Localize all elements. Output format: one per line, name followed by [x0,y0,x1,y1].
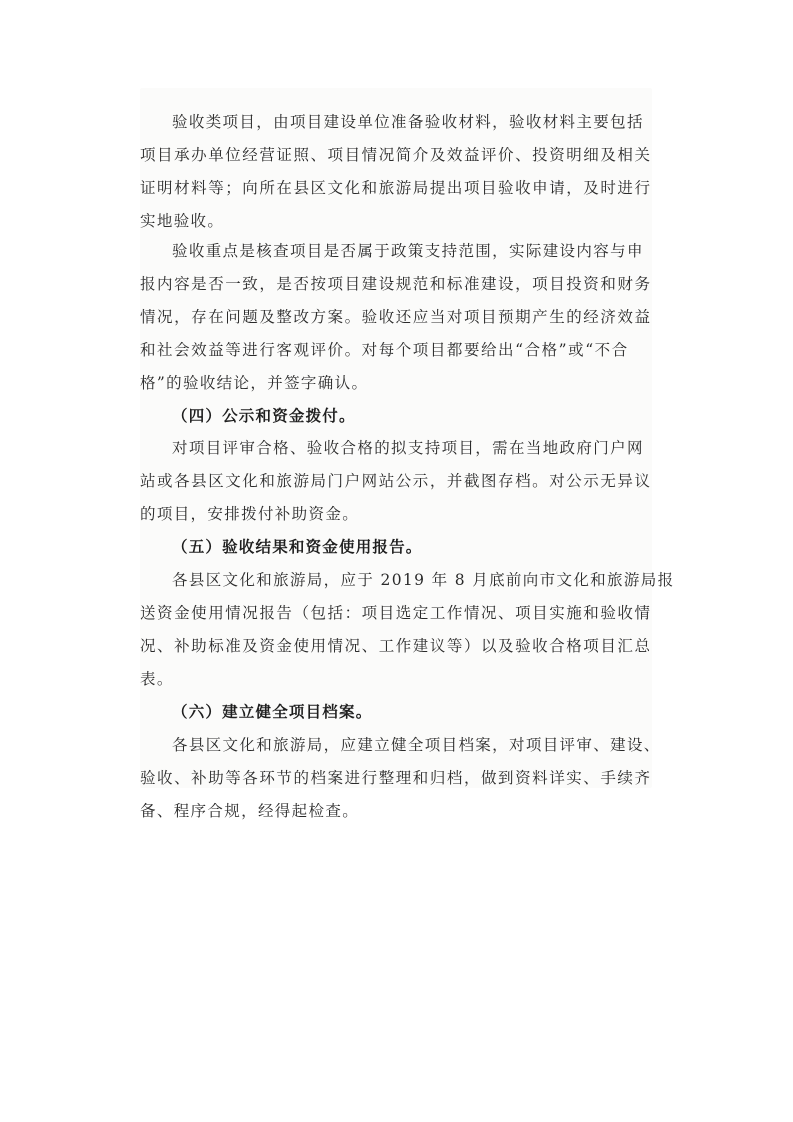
text-line: 各县区文化和旅游局，应建立健全项目档案，对项目评审、建设、 [172,736,661,754]
text-line: 各县区文化和旅游局，应于 2019 年 8 月底前向市文化和旅游局报 [172,571,675,589]
text-line: 表。 [140,670,174,688]
text-line: 备、程序合规，经得起检查。 [140,802,360,820]
text-line: 对项目评审合格、验收合格的拟支持项目，需在当地政府门户网 [172,439,644,457]
text-line: 验收类项目，由项目建设单位准备验收材料，验收材料主要包括 [172,113,644,131]
section-heading: （五）验收结果和资金使用报告。 [172,537,423,556]
text-line: 况、补助标准及资金使用情况、工作建议等）以及验收合格项目汇总 [140,637,652,655]
text-line: 实地验收。 [140,212,225,230]
text-line: 验收、补助等各环节的档案进行整理和归档，做到资料详实、手续齐 [140,769,652,787]
text-line: 和社会效益等进行客观评价。对每个项目都要给出“合格”或“不合 [140,341,629,359]
text-line: 项目承办单位经营证照、项目情况简介及效益评价、投资明细及相关 [140,146,652,164]
text-line: 站或各县区文化和旅游局门户网站公示，并截图存档。对公示无异议 [140,472,652,490]
text-line: 格”的验收结论，并签字确认。 [140,374,369,392]
text-line: 报内容是否一致，是否按项目建设规范和标准建设，项目投资和财务 [140,275,652,293]
text-line: 验收重点是核查项目是否属于政策支持范围，实际建设内容与申 [172,242,644,260]
text-line: 送资金使用情况报告（包括：项目选定工作情况、项目实施和验收情 [140,604,652,622]
section-heading: （六）建立健全项目档案。 [172,702,373,721]
text-line: 情况，存在问题及整改方案。验收还应当对项目预期产生的经济效益 [140,308,652,326]
section-heading: （四）公示和资金拨付。 [172,406,356,425]
text-line: 证明材料等；向所在县区文化和旅游局提出项目验收申请，及时进行 [140,179,652,197]
text-line: 的项目，安排拨付补助资金。 [140,505,360,523]
